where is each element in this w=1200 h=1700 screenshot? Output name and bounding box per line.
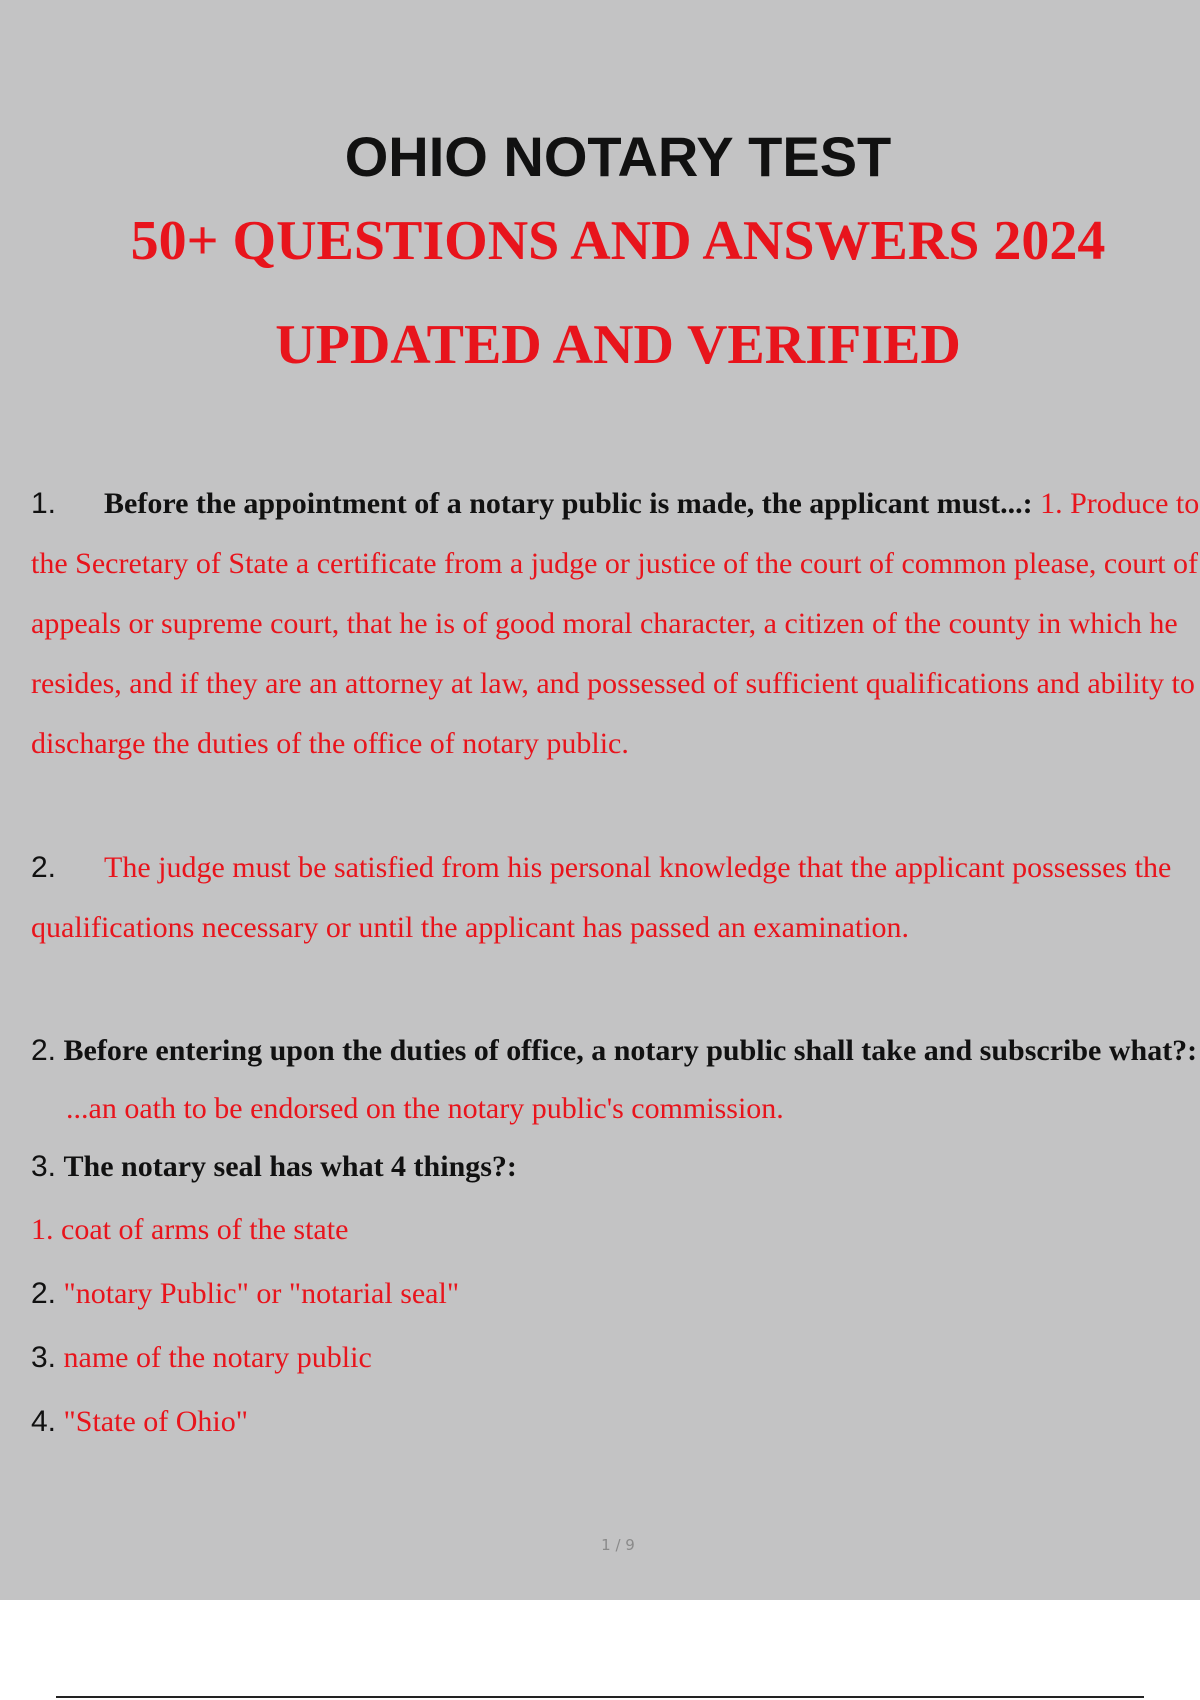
question-text: Before entering upon the duties of office, a notary public shall take and subscribe what?:: [63, 1034, 1198, 1067]
seal-list-item: [31, 1392, 248, 1452]
document-subtitle-line2: UPDATED AND VERIFIED: [275, 314, 961, 376]
seal-item-text: name of the notary public: [56, 1341, 372, 1374]
document-subtitle-line1: 50+ QUESTIONS AND ANSWERS 2024: [130, 210, 1106, 272]
seal-item-text: coat of arms of the state: [53, 1213, 349, 1246]
qa-item-4: [31, 1138, 1200, 1196]
qa-item-3: [31, 1022, 1200, 1138]
question-text: Before the appointment of a notary public is made, the applicant must...:: [104, 487, 1033, 520]
answer-text: ...an oath to be endorsed on the notary public's commission.: [66, 1092, 784, 1125]
seal-item-number: 3.: [31, 1341, 57, 1374]
seal-item-number: 4.: [31, 1405, 57, 1438]
answer-text: 1. Produce to the Secretary of State a certificate from a judge or justice of the court of common please, court of appeals or supreme court, that he is of good moral character, a citizen of the county in which he resides, and if they are an attorney at law, and possessed of sufficient qualifications and ability to discharge the duties of the office of notary public.: [31, 487, 1200, 760]
item-number: 2.: [31, 1034, 57, 1067]
seal-item-text: "notary Public" or "notarial seal": [56, 1277, 460, 1310]
question-text: The notary seal has what 4 things?:: [63, 1150, 517, 1183]
seal-list-item: [31, 1328, 372, 1388]
seal-item-number: 1.: [31, 1213, 54, 1246]
qa-item-1: [31, 474, 1200, 774]
answer-text: The judge must be satisfied from his personal knowledge that the applicant possesses the qualifications necessary or until the applicant has passed an examination.: [31, 851, 1172, 944]
seal-list-item: [31, 1264, 459, 1324]
page-indicator: 1 / 9: [601, 1536, 635, 1554]
seal-item-text: "State of Ohio": [56, 1405, 248, 1438]
document-title: OHIO NOTARY TEST: [344, 125, 892, 188]
item-number: 1.: [31, 487, 57, 520]
item-number: 2.: [31, 851, 57, 884]
qa-item-2: [31, 838, 1200, 958]
item-number: 3.: [31, 1150, 57, 1183]
bottom-divider: [56, 1696, 1144, 1698]
seal-list-item: [31, 1200, 348, 1260]
seal-item-number: 2.: [31, 1277, 57, 1310]
